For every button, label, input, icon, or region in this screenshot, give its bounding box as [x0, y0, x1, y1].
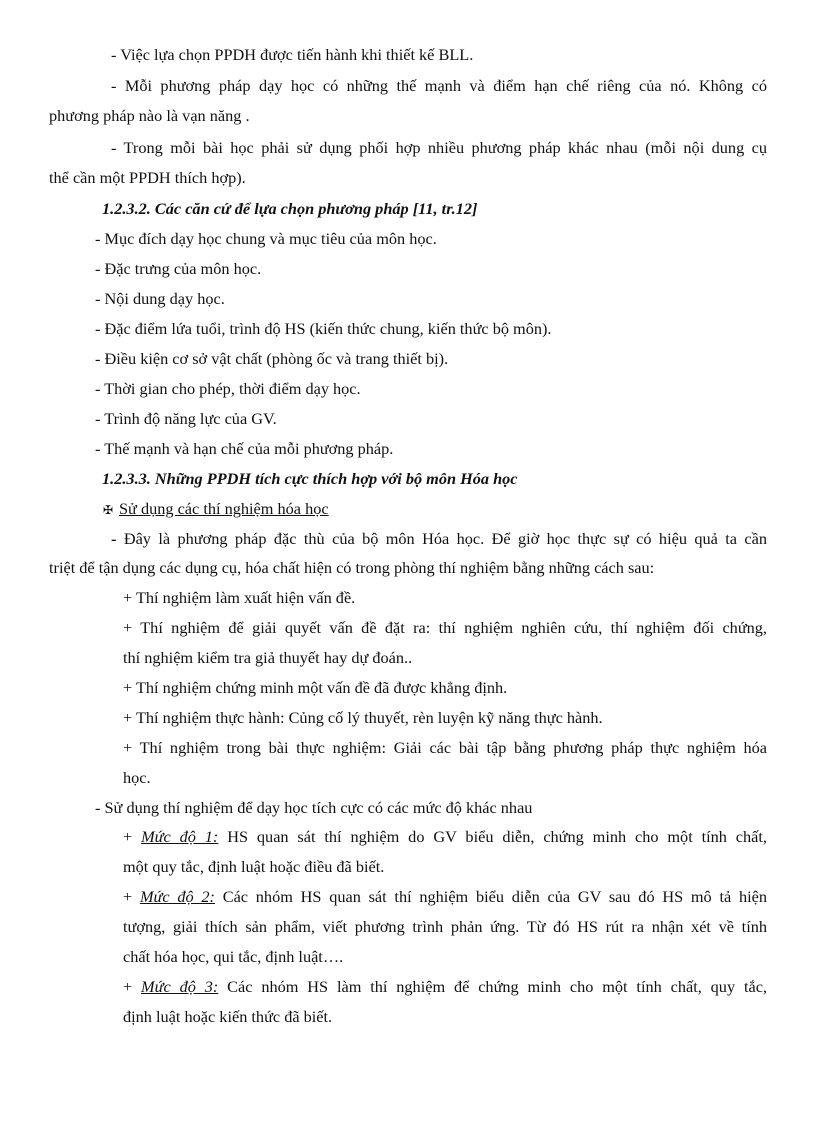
- intro-line-3a: - Trong mỗi bài học phải sử dụng phối hợp nhiều phương pháp khác nhau (mỗi nội dung cụ: [111, 138, 767, 157]
- intro-line-1: - Việc lựa chọn PPDH được tiến hành khi thiết kế BLL.: [111, 45, 474, 64]
- criteria-item-3: - Nội dung dạy học.: [95, 289, 225, 308]
- experiments-subheading: [103, 494, 329, 526]
- criteria-item-8: - Thế mạnh và hạn chế của mỗi phương pháp.: [95, 439, 394, 458]
- criteria-item-5: - Điều kiện cơ sở vật chất (phòng ốc và trang thiết bị).: [95, 349, 449, 368]
- level-3-label: Mức độ 3:: [141, 977, 219, 996]
- criteria-item-7: - Trình độ năng lực của GV.: [95, 409, 277, 428]
- experiment-type-2a: + Thí nghiệm để giải quyết vấn đề đặt ra: thí nghiệm nghiên cứu, thí nghiệm đối chứng,: [123, 618, 767, 637]
- maltese-cross-icon: ✠: [103, 503, 114, 517]
- level-3-line-a: [123, 972, 767, 1002]
- intro-line-2b: phương pháp nào là vạn năng .: [49, 106, 250, 125]
- experiment-type-3: + Thí nghiệm chứng minh một vấn đề đã được khẳng định.: [123, 678, 508, 697]
- level-2-label: Mức độ 2:: [139, 887, 215, 906]
- level-2-line-b: tượng, giải thích sản phẩm, viết phương trình phản ứng. Từ đó HS rút ra nhận xét về tính: [123, 917, 767, 936]
- level-1-label: Mức độ 1:: [141, 827, 219, 846]
- experiment-type-5b: học.: [123, 768, 151, 787]
- criteria-item-6: - Thời gian cho phép, thời điểm dạy học.: [95, 379, 361, 398]
- section-1232-heading: 1.2.3.2. Các căn cứ để lựa chọn phương pháp [11, tr.12]: [102, 199, 478, 218]
- level-1-prefix: +: [123, 827, 142, 846]
- level-1-line-b: một quy tắc, định luật hoặc điều đã biết.: [123, 857, 385, 876]
- level-3-text-a: Các nhóm HS làm thí nghiệm để chứng minh cho một tính chất, quy tắc,: [218, 977, 767, 996]
- level-1-line-a: [123, 822, 767, 852]
- level-1-text-a: HS quan sát thí nghiệm do GV biểu diễn, chứng minh cho một tính chất,: [218, 827, 767, 846]
- intro-line-3b: thể cần một PPDH thích hợp).: [49, 168, 246, 187]
- experiment-type-2b: thí nghiệm kiểm tra giả thuyết hay dự đoán..: [123, 648, 413, 667]
- level-2-prefix: +: [123, 887, 140, 906]
- para-a-text: Đây là phương pháp đặc thù của bộ môn Hóa học. Để giờ học thực sự có hiệu quả ta cần: [116, 529, 767, 548]
- criteria-item-1: - Mục đích dạy học chung và mục tiêu của môn học.: [95, 229, 437, 248]
- level-3-prefix: +: [123, 977, 142, 996]
- experiments-para-a: [111, 524, 767, 554]
- levels-intro: - Sử dụng thí nghiệm để dạy học tích cực có các mức độ khác nhau: [95, 798, 533, 817]
- criteria-item-2: - Đặc trưng của môn học.: [95, 259, 262, 278]
- section-1233-heading: 1.2.3.3. Những PPDH tích cực thích hợp với bộ môn Hóa học: [102, 469, 518, 488]
- level-2-text-a: Các nhóm HS quan sát thí nghiệm biểu diễn của GV sau đó HS mô tả hiện: [214, 887, 767, 906]
- experiment-type-4: + Thí nghiệm thực hành: Củng cố lý thuyết, rèn luyện kỹ năng thực hành.: [123, 708, 603, 727]
- para-dash: -: [111, 529, 117, 548]
- experiments-para-b: triệt để tận dụng các dụng cụ, hóa chất hiện có trong phòng thí nghiệm bằng những cách sau:: [49, 558, 655, 577]
- level-2-line-c: chất hóa học, qui tắc, định luật….: [123, 947, 344, 966]
- experiment-type-5a: + Thí nghiệm trong bài thực nghiệm: Giải các bài tập bằng phương pháp thực nghiệm hóa: [123, 738, 767, 757]
- level-2-line-a: [123, 882, 767, 912]
- experiment-type-1: + Thí nghiệm làm xuất hiện vấn đề.: [123, 588, 356, 607]
- level-3-line-b: định luật hoặc kiến thức đã biết.: [123, 1007, 333, 1026]
- experiments-subheading-text: Sử dụng các thí nghiệm hóa học: [119, 499, 329, 518]
- intro-line-2a: - Mỗi phương pháp dạy học có những thế mạnh và điểm hạn chế riêng của nó. Không có: [111, 76, 767, 95]
- criteria-item-4: - Đặc điểm lứa tuổi, trình độ HS (kiến thức chung, kiến thức bộ môn).: [95, 319, 552, 338]
